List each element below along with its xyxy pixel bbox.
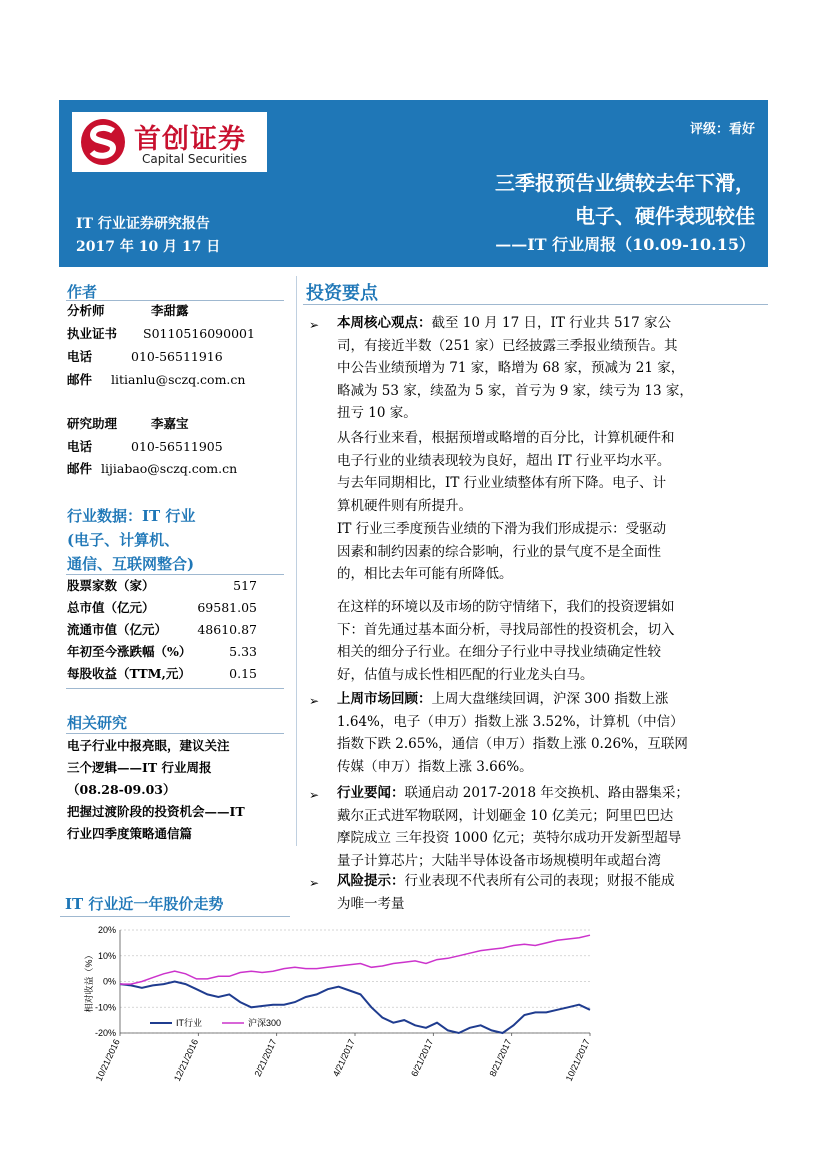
assistant-phone: 010-56511905 xyxy=(131,439,223,454)
paragraph-line: 为唯一考量 xyxy=(337,895,405,912)
industry-data-row xyxy=(67,619,257,641)
cert-row xyxy=(67,323,255,345)
industry-data-label: 每股收益（TTM,元） xyxy=(67,666,191,681)
y-tick-label: -20% xyxy=(94,1028,116,1038)
report-subtitle: ——IT 行业周报（10.09-10.15） xyxy=(495,235,755,254)
paragraph-line: 从各行业来看，根据预增或略增的百分比，计算机硬件和 xyxy=(337,430,675,446)
divider xyxy=(66,733,284,734)
legend-label: IT行业 xyxy=(176,1018,202,1028)
analyst-label: 分析师 xyxy=(67,303,105,318)
paragraph-line: 算机硬件则有所提升。 xyxy=(337,497,472,514)
paragraph-line: 量子计算芯片；大陆半导体设备市场规模明年或超台湾 xyxy=(337,852,661,869)
rating: 评级：看好 xyxy=(689,122,755,137)
column-divider xyxy=(296,276,297,846)
email-address[interactable]: litianlu@sczq.com.cn xyxy=(111,372,246,387)
paragraph-line: 司，有接近半数（251 家）已经披露三季报业绩预告。其 xyxy=(337,337,678,354)
y-tick-label: 10% xyxy=(97,950,116,961)
cert-number: S0110516090001 xyxy=(143,326,255,341)
y-tick-label: -10% xyxy=(94,1002,116,1013)
industry-data-value: 69581.05 xyxy=(197,600,257,615)
paragraph-line: 因素和制约因素的综合影响，行业的景气度不是全面性 xyxy=(337,543,661,560)
core-view-lead: 本周核心观点： xyxy=(337,315,432,331)
industry-data-heading-line3: 通信、互联网整合) xyxy=(67,555,195,573)
paragraph-line: 在这样的环境以及市场的防守情绪下，我们的投资逻辑如 xyxy=(337,599,675,615)
x-tick-label: 4/21/2017 xyxy=(330,1037,357,1079)
report-title-line1: 三季报预告业绩较去年下滑， xyxy=(495,171,755,195)
industry-data-row xyxy=(67,663,257,685)
paragraph-line: 传媒（申万）指数上涨 3.66%。 xyxy=(337,758,533,775)
related-heading: 相关研究 xyxy=(67,714,128,732)
market-review-lead: 上周市场回顾： xyxy=(337,691,432,707)
paragraph-line: 上周大盘继续回调，沪深 300 指数上涨 xyxy=(431,691,669,707)
phone-number: 010-56511916 xyxy=(131,349,223,364)
industry-data-value: 48610.87 xyxy=(197,622,257,637)
industry-data-heading-line2: (电子、计算机、 xyxy=(67,531,180,549)
paragraph-line: IT 行业三季度预告业绩的下滑为我们形成提示：受驱动 xyxy=(337,521,667,537)
industry-data-row xyxy=(67,597,257,619)
related-list xyxy=(67,735,245,845)
email-label: 邮件 xyxy=(67,372,93,387)
y-tick-label: 20% xyxy=(97,925,116,935)
report-date: 2017 年 10 月 17 日 xyxy=(76,239,221,255)
paragraph-line: 指数下跌 2.65%，通信（申万）指数上涨 0.26%，互联网 xyxy=(337,736,688,752)
y-axis-label: 相对收益（%） xyxy=(84,950,94,1013)
paragraph-line: 下：首先通过基本面分析，寻找局部性的投资机会，切入 xyxy=(337,621,675,638)
industry-data-label: 年初至今涨跌幅（%） xyxy=(67,644,192,659)
x-tick-label: 6/21/2017 xyxy=(409,1037,436,1079)
assistant-row xyxy=(67,413,189,435)
market-review-paragraph xyxy=(337,688,757,778)
analyst-row xyxy=(67,300,189,322)
paragraph-line: 中公告业绩预增为 71 家，略增为 68 家，预减为 21 家， xyxy=(337,360,685,376)
assistant-email-row xyxy=(67,458,238,480)
assistant-phone-row xyxy=(67,436,223,458)
x-tick-label: 10/21/2017 xyxy=(563,1037,592,1083)
assistant-email[interactable]: lijiabao@sczq.com.cn xyxy=(101,461,238,476)
x-tick-label: 12/21/2016 xyxy=(172,1037,201,1083)
bullet-arrow-icon: ➢ xyxy=(309,694,320,708)
chart-title: IT 行业近一年股价走势 xyxy=(65,895,224,913)
email-row xyxy=(67,369,246,391)
related-report-line[interactable]: 把握过渡阶段的投资机会——IT xyxy=(67,804,245,819)
q3-warning-paragraph xyxy=(337,518,757,586)
paragraph-line: 截至 10 月 17 日，IT 行业共 517 家公 xyxy=(431,315,671,331)
paragraph-line: 与去年同期相比，IT 行业业绩整体有所下降。电子、计 xyxy=(337,475,667,491)
related-report-line[interactable]: （08.28-09.03） xyxy=(67,782,176,797)
paragraph-line: 行业表现不代表所有公司的表现；财报不能成 xyxy=(404,873,675,889)
series-line-hs300 xyxy=(120,935,590,984)
assistant-name: 李嘉宝 xyxy=(151,416,189,431)
divider xyxy=(303,304,768,305)
divider xyxy=(66,688,284,689)
bullet-arrow-icon: ➢ xyxy=(309,876,320,890)
phone-row xyxy=(67,346,223,368)
industry-data-label: 流通市值（亿元） xyxy=(67,622,168,637)
industry-data-row xyxy=(67,641,257,663)
paragraph-line: 略减为 53 家，续盈为 5 家，首亏为 9 家，续亏为 13 家， xyxy=(337,382,693,399)
price-trend-chart xyxy=(60,915,600,1090)
bullet-arrow-icon: ➢ xyxy=(309,788,320,802)
industry-data-heading: 行业数据：IT 行业 xyxy=(67,507,196,525)
logo-text-cn: 首创证券 xyxy=(134,124,246,155)
paragraph-line: 摩院成立 三年投资 1000 亿元；英特尔成功开发新型超导 xyxy=(337,830,682,846)
industry-comparison-paragraph xyxy=(337,427,757,517)
y-tick-label: 0% xyxy=(102,976,116,987)
paragraph-line: 戴尔正式进军物联网，计划砸金 10 亿美元；阿里巴巴达 xyxy=(337,807,674,824)
industry-data-label: 总市值（亿元） xyxy=(67,600,155,615)
paragraph-line: 相关的细分子行业。在细分子行业中寻找业绩确定性较 xyxy=(337,644,661,660)
risk-lead: 风险提示： xyxy=(337,873,405,889)
x-tick-label: 10/21/2016 xyxy=(93,1037,122,1083)
report-title-line2: 电子、硬件表现较佳 xyxy=(575,204,755,228)
logo-mark-icon xyxy=(80,117,126,167)
x-tick-label: 2/21/2017 xyxy=(252,1037,279,1079)
industry-data-row xyxy=(67,575,257,597)
industry-news-lead: 行业要闻： xyxy=(337,785,405,801)
core-view-paragraph xyxy=(337,312,757,425)
paragraph-line: 好，估值与成长性相匹配的行业龙头白马。 xyxy=(337,666,594,683)
industry-data-value: 5.33 xyxy=(229,644,257,659)
phone-label: 电话 xyxy=(67,349,93,364)
industry-data-table xyxy=(67,575,257,685)
assistant-label: 研究助理 xyxy=(67,416,118,431)
related-report-line[interactable]: 行业四季度策略通信篇 xyxy=(67,826,193,841)
investment-logic-paragraph xyxy=(337,596,757,686)
logo-text-en: Capital Securities xyxy=(142,152,248,166)
paragraph-line: 的，相比去年可能有所降低。 xyxy=(337,566,513,582)
risk-paragraph xyxy=(337,870,757,915)
bullet-arrow-icon: ➢ xyxy=(309,318,320,332)
paragraph-line: 联通启动 2017-2018 年交换机、路由器集采； xyxy=(404,785,689,801)
assistant-email-label: 邮件 xyxy=(67,461,93,476)
paragraph-line: 电子行业的业绩表现较为良好，超出 IT 行业平均水平。 xyxy=(337,452,671,469)
related-report-line[interactable]: 三个逻辑——IT 行业周报 xyxy=(67,760,212,775)
assistant-phone-label: 电话 xyxy=(67,439,93,454)
paragraph-line: 1.64%，电子（申万）指数上涨 3.52%，计算机（中信） xyxy=(337,713,684,730)
industry-data-label: 股票家数（家） xyxy=(67,578,155,593)
x-tick-label: 8/21/2017 xyxy=(487,1037,514,1079)
industry-data-value: 0.15 xyxy=(229,666,257,681)
industry-data-value: 517 xyxy=(233,578,257,593)
author-heading: 作者 xyxy=(67,283,98,301)
cert-label: 执业证书 xyxy=(67,326,118,341)
report-type: IT 行业证券研究报告 xyxy=(76,216,210,232)
paragraph-line: 扭亏 10 家。 xyxy=(337,405,417,421)
industry-news-paragraph xyxy=(337,782,757,872)
legend-label: 沪深300 xyxy=(248,1018,282,1028)
analyst-name: 李甜露 xyxy=(151,303,189,318)
invest-heading: 投资要点 xyxy=(306,283,378,304)
related-report-line[interactable]: 电子行业中报亮眼，建议关注 xyxy=(67,738,230,753)
